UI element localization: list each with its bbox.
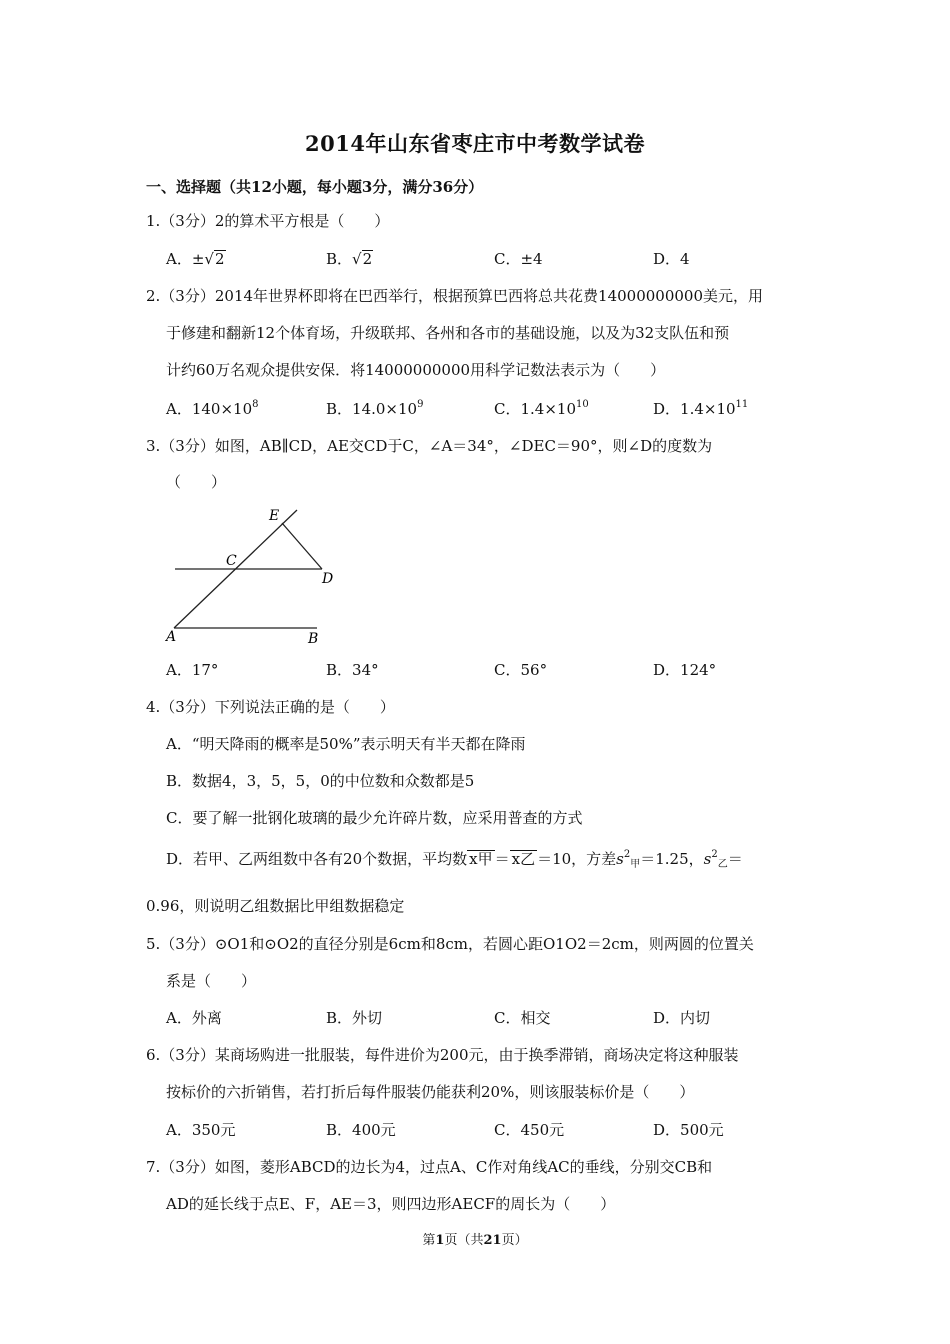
q1-option-d: D．4 — [653, 250, 690, 268]
question-2-line2: 于修建和翻新12个体育场，升级联邦、各州和各市的基础设施，以及为32支队伍和预 — [166, 324, 730, 342]
q5-option-b: B．外切 — [326, 1009, 383, 1027]
question-6-line2: 按标价的六折销售，若打折后每件服装仍能获利20%，则该服装标价是（ ） — [166, 1083, 695, 1101]
q6-option-b: B．400元 — [326, 1121, 396, 1139]
question-4-stem: 4.（3分）下列说法正确的是（ ） — [146, 698, 395, 716]
q5-option-c: C．相交 — [494, 1009, 551, 1027]
page-footer: 第1页（共21页） — [422, 1233, 528, 1248]
line-ed — [282, 523, 322, 569]
q6-option-a: A．350元 — [166, 1121, 236, 1139]
q6-option-d: D．500元 — [653, 1121, 724, 1139]
q2-option-b: B．$14.0\times 10^9$ — [326, 399, 424, 418]
q5-option-a: A．外离 — [166, 1009, 222, 1027]
question-3-line2: （ ） — [166, 473, 227, 491]
q4-option-d: D．若甲、乙两组数中各有20个数据，平均数 x甲 ＝ x乙 ＝10，方差$s^2_甲=1.25$，$s^2_乙=$ — [166, 849, 743, 870]
label-b: B — [308, 631, 319, 647]
page-number: 1 — [435, 1233, 445, 1248]
label-e: E — [269, 508, 280, 524]
question-2-line1: 2.（3分）2014年世界杯即将在巴西举行，根据预算巴西将总共花费14000000000美元，用 — [146, 287, 764, 305]
mean-x-yi: x乙 — [511, 850, 536, 868]
q3-option-a: A．17° — [166, 661, 219, 679]
q2-option-c: C．$1.4\times 10^{10}$ — [494, 399, 589, 418]
geometry-diagram — [160, 505, 360, 650]
q2-option-a: A．$140\times 10^8$ — [166, 399, 259, 418]
question-5-line1: 5.（3分）⊙O1和⊙O2的直径分别是6cm和8cm，若圆心距O1O2＝2cm，则两圆的位置关 — [146, 935, 754, 953]
q5-option-d: D．内切 — [653, 1009, 711, 1027]
q3-option-c: C．56° — [494, 661, 548, 679]
label-c: C — [226, 553, 237, 569]
label-a: A — [166, 629, 177, 645]
sqrt-sign: √ — [352, 250, 362, 268]
q3-option-d: D．124° — [653, 661, 717, 679]
page-title: 2014年山东省枣庄市中考数学试卷 — [305, 131, 645, 156]
mean-x-jia: x甲 — [469, 850, 493, 868]
question-2-line3: 计约60万名观众提供安保．将14000000000用科学记数法表示为（ ） — [166, 361, 666, 379]
question-6-line1: 6.（3分）某商场购进一批服装，每件进价为200元，由于换季滞销，商场决定将这种服装 — [146, 1046, 739, 1064]
question-7-line2: AD的延长线于点E、F，AE＝3，则四边形AECF的周长为（ ） — [166, 1195, 616, 1213]
section-heading: 一、选择题（共12小题，每小题3分，满分36分） — [146, 178, 484, 196]
q1-option-b: B．√2 — [326, 250, 373, 268]
question-5-line2: 系是（ ） — [166, 972, 257, 990]
q3-option-b: B．34° — [326, 661, 379, 679]
sqrt-sign: √ — [204, 250, 214, 268]
q1-option-c: C．±4 — [494, 250, 543, 268]
label-d: D — [322, 571, 334, 587]
page-total: 21 — [483, 1233, 502, 1248]
q4-option-a: A．“明天降雨的概率是50%”表示明天有半天都在降雨 — [166, 735, 526, 753]
q1-option-a: A．±√2 — [166, 250, 225, 268]
q2-option-d: D．$1.4\times 10^{11}$ — [653, 399, 749, 418]
q4-option-b: B．数据4，3，5，5，0的中位数和众数都是5 — [166, 772, 475, 790]
question-7-line1: 7.（3分）如图，菱形ABCD的边长为4，过点A、C作对角线AC的垂线，分别交CB和 — [146, 1158, 713, 1176]
q4-option-d-line2: 0.96，则说明乙组数据比甲组数据稳定 — [146, 897, 405, 915]
q4-option-c: C．要了解一批钢化玻璃的最少允许碎片数，应采用普查的方式 — [166, 809, 583, 827]
question-3-line1: 3.（3分）如图，AB∥CD，AE交CD于C，∠A＝34°，∠DEC＝90°，则∠D的度数为 — [146, 437, 713, 455]
q6-option-c: C．450元 — [494, 1121, 565, 1139]
question-1-stem: 1.（3分）2的算术平方根是（ ） — [146, 212, 390, 230]
